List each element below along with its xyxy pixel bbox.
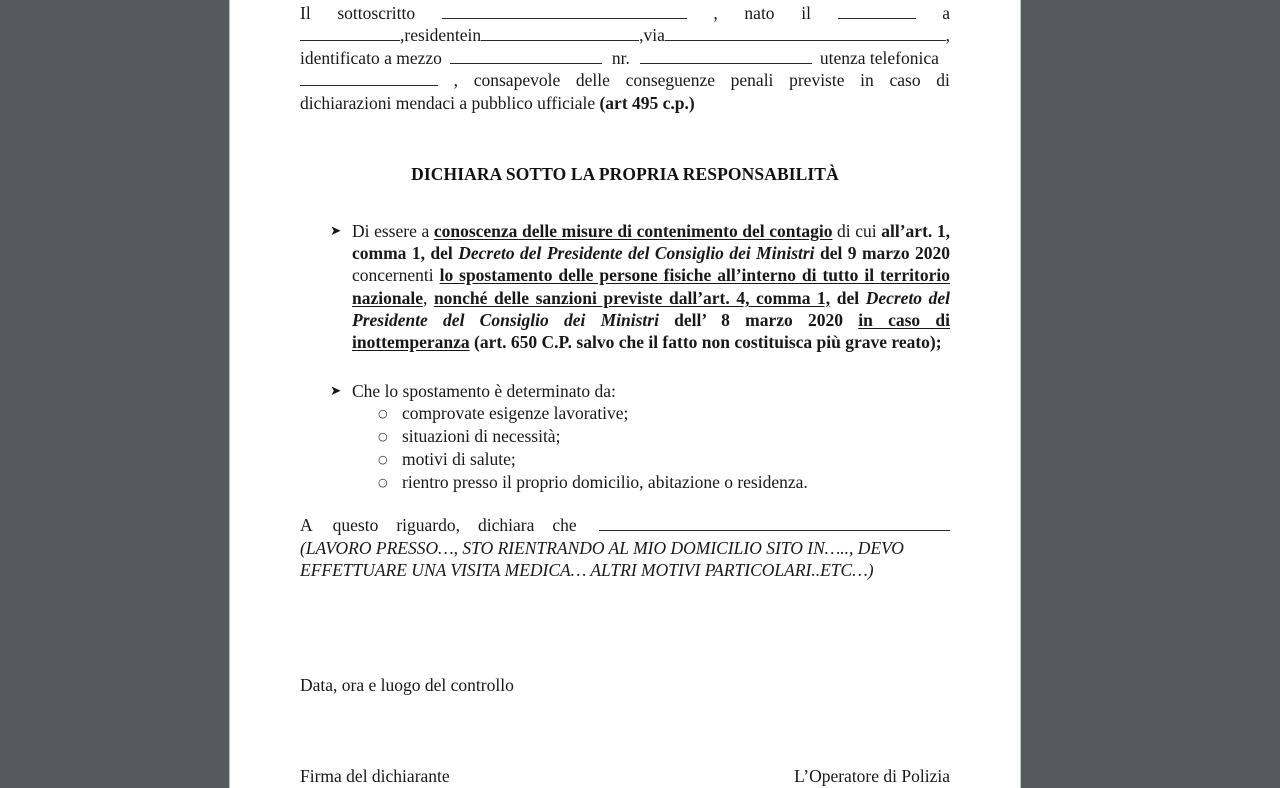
bullet1-text: [352, 220, 950, 354]
declaration-line: [300, 514, 950, 537]
decl-riguardo: riguardo,: [396, 515, 461, 536]
declaration-example-line-1: (LAVORO PRESSO…, STO RIENTRANDO AL MIO DOMICILIO SITO IN….., DEVO: [300, 537, 904, 558]
preamble-line-2: [300, 24, 950, 46]
b1-inottemperanza-emphasis: in caso di inottemperanza: [352, 310, 950, 353]
b1-dpcm-2: Decreto del Presidente del Consiglio dei Ministri: [352, 287, 951, 331]
b1-concernenti: concernenti: [352, 265, 440, 286]
decl-che: che: [552, 515, 577, 536]
preamble-comma-3: ,: [639, 25, 644, 46]
preamble-text-delle: delle: [575, 70, 610, 91]
b1-art650: (art. 650 C.P. salvo che il fatto non costituisca più grave reato);: [469, 332, 942, 353]
preamble-text-a: a: [942, 3, 950, 24]
preamble-text-in: in: [467, 25, 482, 46]
sub-item-label: motivi di salute;: [402, 448, 516, 469]
preamble-text-in2: in: [860, 70, 874, 91]
page-content: [300, 0, 950, 787]
blank-field-motivo[interactable]: [599, 514, 950, 531]
signature-officer-label: L’Operatore di Polizia: [794, 765, 950, 786]
preamble-text-conseguenze: conseguenze: [625, 70, 715, 91]
blank-field-residenza[interactable]: [481, 24, 639, 41]
preamble-art495: (art 495 c.p.): [599, 92, 695, 113]
b1-dpcm-1: Decreto del Presidente del Consiglio dei Ministri: [458, 243, 815, 264]
document-title: DICHIARA SOTTO LA PROPRIA RESPONSABILITÀ: [411, 163, 839, 184]
preamble-text-previste: previste: [789, 70, 845, 91]
circle-bullet-icon: ○: [378, 475, 388, 489]
preamble-text-sottoscritto: sottoscritto: [337, 3, 416, 24]
preamble-text-di: di: [936, 70, 950, 91]
blank-field-numero-documento[interactable]: [640, 47, 812, 64]
decl-questo: questo: [332, 515, 379, 536]
preamble-text-nr: nr.: [611, 47, 630, 68]
b1-spostamento-emphasis: lo spostamento delle persone fisiche all’interno di tutto il territorio nazionale: [352, 265, 950, 308]
blank-field-nome[interactable]: [442, 2, 687, 19]
b1-lead: Di essere a: [352, 220, 434, 241]
blank-field-documento[interactable]: [450, 47, 602, 64]
preamble-text-residente: residente: [404, 25, 468, 46]
preamble-text-utenza: utenza telefonica: [819, 47, 939, 68]
preamble-comma-5: ,: [453, 70, 459, 91]
sub-list-item: [378, 402, 950, 425]
circle-bullet-icon: ○: [378, 406, 388, 420]
blank-field-luogo-nascita[interactable]: [300, 24, 400, 41]
preamble-comma-4: ,: [945, 25, 950, 46]
circle-bullet-icon: ○: [378, 452, 388, 466]
b1-comma: ,: [422, 287, 434, 308]
bullet2-text: Che lo spostamento è determinato da:: [352, 380, 616, 401]
b1-knowledge-emphasis: conoscenza delle misure di contenimento del contagio: [433, 220, 833, 241]
arrow-bullet-icon-2: ➤: [330, 382, 342, 399]
sub-item-label: rientro presso il proprio domicilio, abitazione o residenza.: [402, 471, 808, 492]
sub-list-item: [378, 471, 950, 494]
preamble-text-caso: caso: [889, 70, 921, 91]
preamble-text-penali: penali: [730, 70, 774, 91]
preamble-comma-2: ,: [400, 25, 405, 46]
preamble-text-dichiarazioni: dichiarazioni mendaci a pubblico ufficiale: [300, 92, 600, 113]
preamble-text-nato: nato: [744, 3, 775, 24]
arrow-bullet-icon: ➤: [330, 222, 342, 239]
blank-field-data-nascita[interactable]: [838, 2, 916, 19]
signature-row: [300, 766, 950, 787]
list-item-reason: [322, 380, 950, 402]
decl-a: A: [300, 515, 313, 536]
preamble-text-il2: il: [801, 3, 811, 24]
preamble-text-il: Il: [300, 3, 311, 24]
document-page: [230, 0, 1020, 788]
b1-del: del: [830, 287, 866, 308]
preamble-text-consapevole: consapevole: [473, 70, 561, 91]
control-datetime-label: Data, ora e luogo del controllo: [300, 674, 514, 695]
list-item-knowledge: [322, 220, 950, 354]
b1-date-2: dell’ 8 marzo 2020: [658, 310, 859, 331]
preamble-line-4: [300, 69, 950, 91]
blank-field-telefono[interactable]: [300, 69, 438, 86]
circle-bullet-icon: ○: [378, 429, 388, 443]
b1-sanzioni-emphasis: nonché delle sanzioni previste dall’art. 4, comma 1,: [433, 287, 831, 308]
preamble-line-1: [300, 2, 950, 24]
b1-art1: all’art. 1, comma 1, del: [352, 220, 950, 264]
signature-declarant-label: Firma del dichiarante: [300, 765, 450, 786]
preamble-text-identificato: identificato a mezzo: [300, 47, 442, 68]
preamble-comma-1: ,: [713, 3, 718, 24]
declaration-block: [300, 514, 950, 582]
declaration-example-line-2: EFFETTUARE UNA VISITA MEDICA… ALTRI MOTIVI PARTICOLARI..ETC…): [300, 560, 874, 581]
preamble-block: [300, 2, 950, 114]
sub-item-label: comprovate esigenze lavorative;: [402, 402, 629, 423]
preamble-line-5: [300, 92, 950, 114]
b1-dicui: di cui: [832, 220, 882, 241]
decl-dichiara: dichiara: [478, 515, 535, 536]
b1-date-1: del 9 marzo 2020: [814, 243, 950, 264]
preamble-line-3: [300, 47, 950, 69]
blank-field-via[interactable]: [665, 24, 946, 41]
preamble-text-via: via: [643, 25, 665, 46]
sub-item-label: situazioni di necessità;: [402, 425, 561, 446]
sub-list-item: [378, 448, 950, 471]
sub-list-item: [378, 425, 950, 448]
